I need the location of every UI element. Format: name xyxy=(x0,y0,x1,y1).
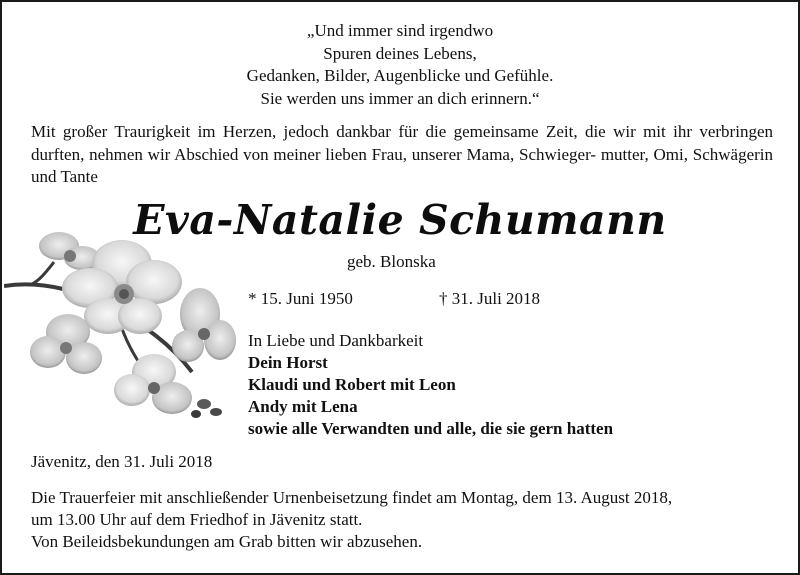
birth-date: * 15. Juni 1950 xyxy=(248,289,353,308)
mourner-name: Klaudi und Robert mit Leon xyxy=(248,375,456,394)
orchid-image xyxy=(4,222,244,427)
intro-text: Mit großer Traurigkeit im Herzen, jedoch dankbar für die gemeinsame Zeit, die wir mit ihr verbringen durften, nehmen wir Abschied von meiner lieben Frau, unserer Mama, Schwieger- mutter, Omi, Schwägerin und Tante xyxy=(31,122,773,186)
birth-name: geb. Blonska xyxy=(347,252,436,271)
mourner-name: Dein Horst xyxy=(248,353,328,372)
mourner-name: sowie alle Verwandten und alle, die sie gern hatten xyxy=(248,419,614,438)
memorial-poem xyxy=(0,20,800,110)
funeral-service-info xyxy=(31,487,773,553)
mourner-name: Andy mit Lena xyxy=(248,397,358,416)
mourners-block xyxy=(248,330,613,440)
death-date: † 31. Juli 2018 xyxy=(439,289,541,308)
poem-line: Spuren deines Lebens, xyxy=(323,43,477,63)
service-line: Die Trauerfeier mit anschließender Urnenbeisetzung findet am Montag, dem 13. August 2018, xyxy=(31,488,673,507)
service-line: Von Beileidsbekundungen am Grab bitten wir abzusehen. xyxy=(31,532,423,551)
mourners-intro: In Liebe und Dankbarkeit xyxy=(248,331,424,350)
poem-line: „Und immer sind irgendwo xyxy=(306,21,494,40)
poem-line: Sie werden uns immer an dich erinnern.“ xyxy=(260,88,540,108)
place-and-date: Jävenitz, den 31. Juli 2018 xyxy=(31,452,213,471)
deceased-name: Eva-Natalie Schumann xyxy=(133,196,667,244)
poem-line: Gedanken, Bilder, Augenblicke und Gefühle. xyxy=(246,66,554,85)
service-line: um 13.00 Uhr auf dem Friedhof in Jävenitz statt. xyxy=(31,510,363,529)
